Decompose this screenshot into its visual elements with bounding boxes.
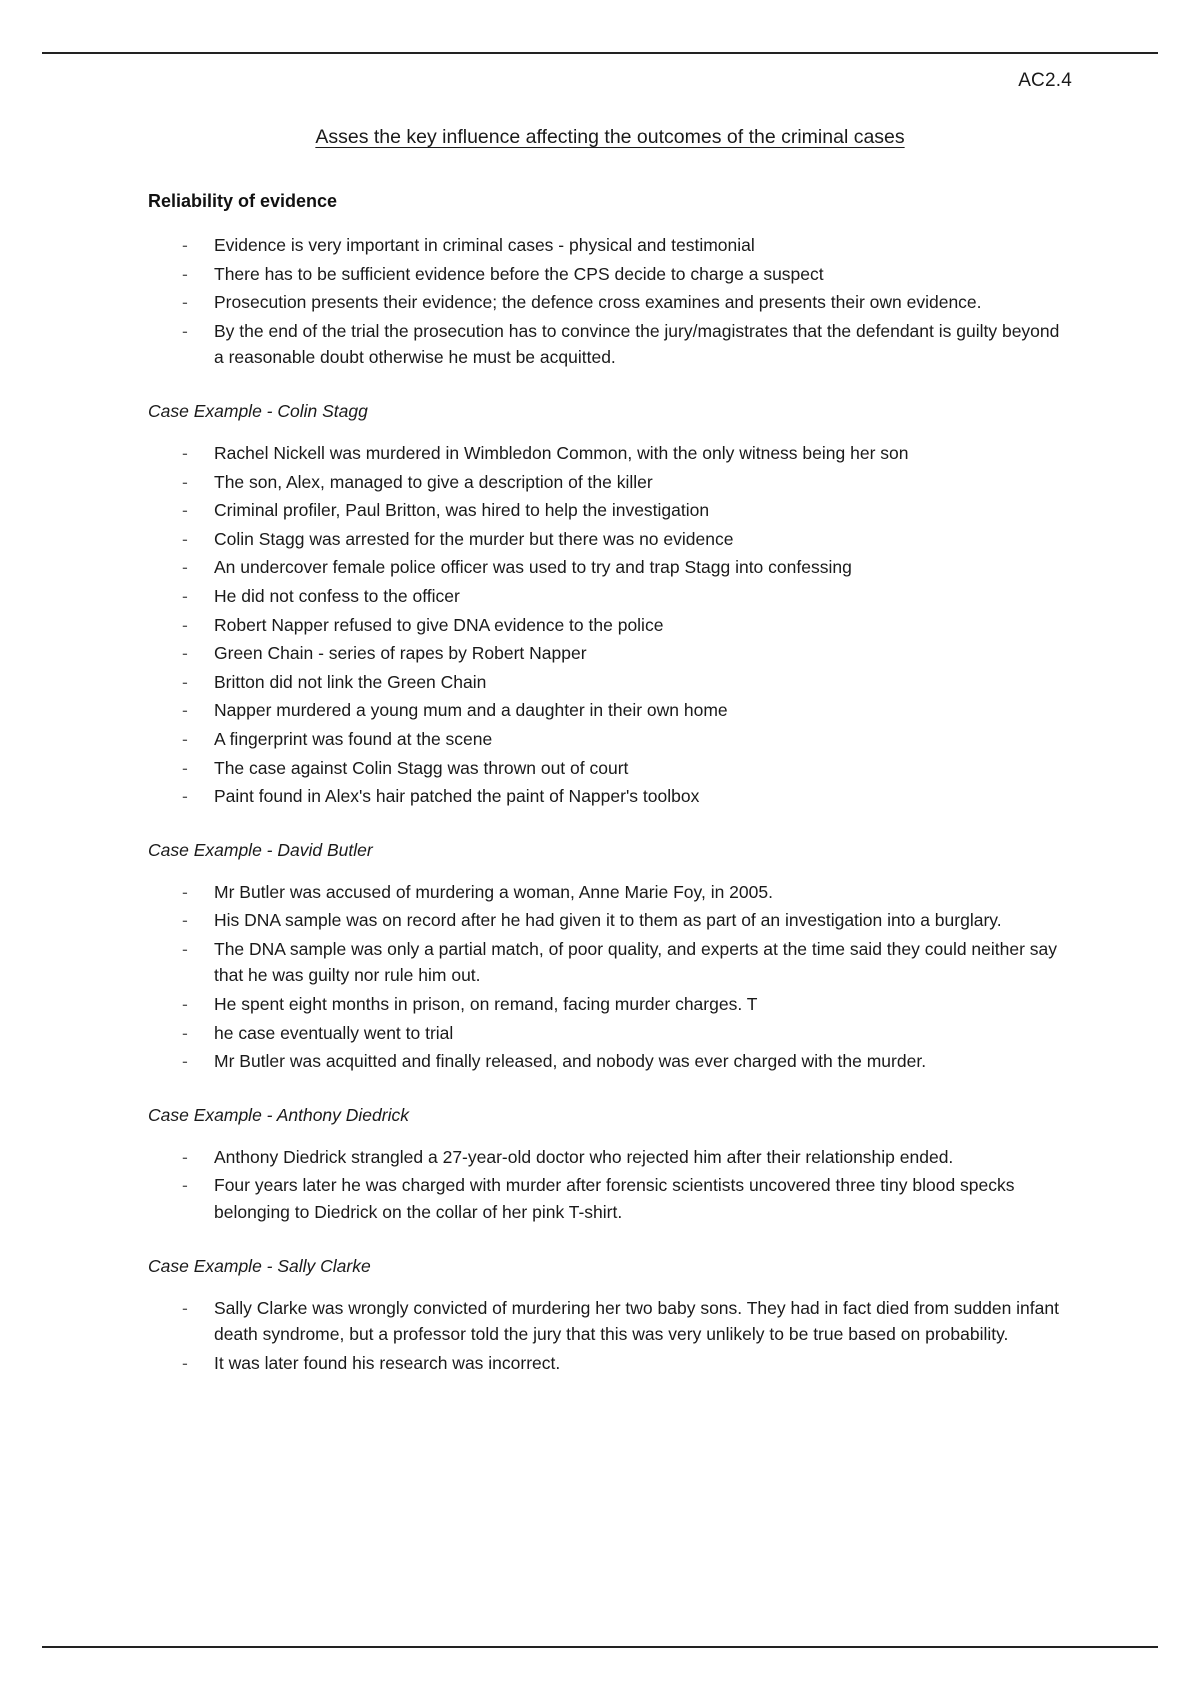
- list-item: - he case eventually went to trial: [182, 1020, 1072, 1047]
- bullet-list-case-sally-clarke: [148, 1295, 1072, 1377]
- list-item: - Sally Clarke was wrongly convicted of murdering her two baby sons. They had in fact died from sudden infant death syndrome, but a professor told the jury that this was very unlikely to be true based on probability.: [182, 1295, 1072, 1348]
- list-item: - Criminal profiler, Paul Britton, was hired to help the investigation: [182, 497, 1072, 524]
- list-item: - His DNA sample was on record after he had given it to them as part of an investigation into a burglary.: [182, 907, 1072, 934]
- section-heading-reliability-of-evidence: Reliability of evidence: [148, 191, 338, 211]
- list-item: - The DNA sample was only a partial match, of poor quality, and experts at the time said they could neither say that he was guilty nor rule him out.: [182, 936, 1072, 989]
- bullet-list-case-david-butler: [148, 879, 1072, 1075]
- list-item: - The case against Colin Stagg was thrown out of court: [182, 755, 1072, 782]
- list-item: - Mr Butler was accused of murdering a woman, Anne Marie Foy, in 2005.: [182, 879, 1072, 906]
- list-item: - He did not confess to the officer: [182, 583, 1072, 610]
- list-item: - There has to be sufficient evidence before the CPS decide to charge a suspect: [182, 261, 1072, 288]
- list-item: - Mr Butler was acquitted and finally released, and nobody was ever charged with the murder.: [182, 1048, 1072, 1075]
- section-heading-case-colin-stagg: Case Example - Colin Stagg: [148, 400, 368, 421]
- list-item: - By the end of the trial the prosecution has to convince the jury/magistrates that the defendant is guilty beyond a reasonable doubt otherwise he must be acquitted.: [182, 318, 1072, 371]
- footer-divider-line: [42, 1646, 1158, 1648]
- list-item: - He spent eight months in prison, on remand, facing murder charges. T: [182, 991, 1072, 1018]
- bullet-list-case-anthony-diedrick: [148, 1144, 1072, 1226]
- section-case-colin-stagg: [148, 401, 1072, 810]
- list-item: - The son, Alex, managed to give a description of the killer: [182, 469, 1072, 496]
- document-body: [148, 70, 1072, 1380]
- list-item: - Robert Napper refused to give DNA evidence to the police: [182, 612, 1072, 639]
- list-item: - Four years later he was charged with murder after forensic scientists uncovered three tiny blood specks belonging to Diedrick on the collar of her pink T-shirt.: [182, 1172, 1072, 1225]
- section-reliability-of-evidence: [148, 191, 1072, 371]
- header-divider-line: [42, 52, 1158, 54]
- list-item: - A fingerprint was found at the scene: [182, 726, 1072, 753]
- list-item: - Prosecution presents their evidence; the defence cross examines and presents their own evidence.: [182, 289, 1072, 316]
- bullet-list-reliability-of-evidence: [148, 232, 1072, 371]
- section-heading-case-sally-clarke: Case Example - Sally Clarke: [148, 1255, 371, 1276]
- bullet-list-case-colin-stagg: [148, 440, 1072, 810]
- list-item: - Colin Stagg was arrested for the murder but there was no evidence: [182, 526, 1072, 553]
- section-heading-case-anthony-diedrick: Case Example - Anthony Diedrick: [148, 1104, 409, 1125]
- page-title: Asses the key influence affecting the outcomes of the criminal cases: [315, 126, 905, 148]
- section-case-anthony-diedrick: [148, 1105, 1072, 1226]
- list-item: - Anthony Diedrick strangled a 27-year-old doctor who rejected him after their relationship ended.: [182, 1144, 1072, 1171]
- list-item: - Britton did not link the Green Chain: [182, 669, 1072, 696]
- section-case-sally-clarke: [148, 1256, 1072, 1377]
- list-item: - It was later found his research was incorrect.: [182, 1350, 1072, 1377]
- list-item: - Napper murdered a young mum and a daughter in their own home: [182, 697, 1072, 724]
- list-item: - Paint found in Alex's hair patched the paint of Napper's toolbox: [182, 783, 1072, 810]
- section-case-david-butler: [148, 840, 1072, 1075]
- list-item: - Green Chain - series of rapes by Robert Napper: [182, 640, 1072, 667]
- section-heading-case-david-butler: Case Example - David Butler: [148, 839, 373, 860]
- assessment-criteria-reference: AC2.4: [1018, 70, 1072, 91]
- list-item: - Evidence is very important in criminal cases - physical and testimonial: [182, 232, 1072, 259]
- list-item: - Rachel Nickell was murdered in Wimbledon Common, with the only witness being her son: [182, 440, 1072, 467]
- list-item: - An undercover female police officer was used to try and trap Stagg into confessing: [182, 554, 1072, 581]
